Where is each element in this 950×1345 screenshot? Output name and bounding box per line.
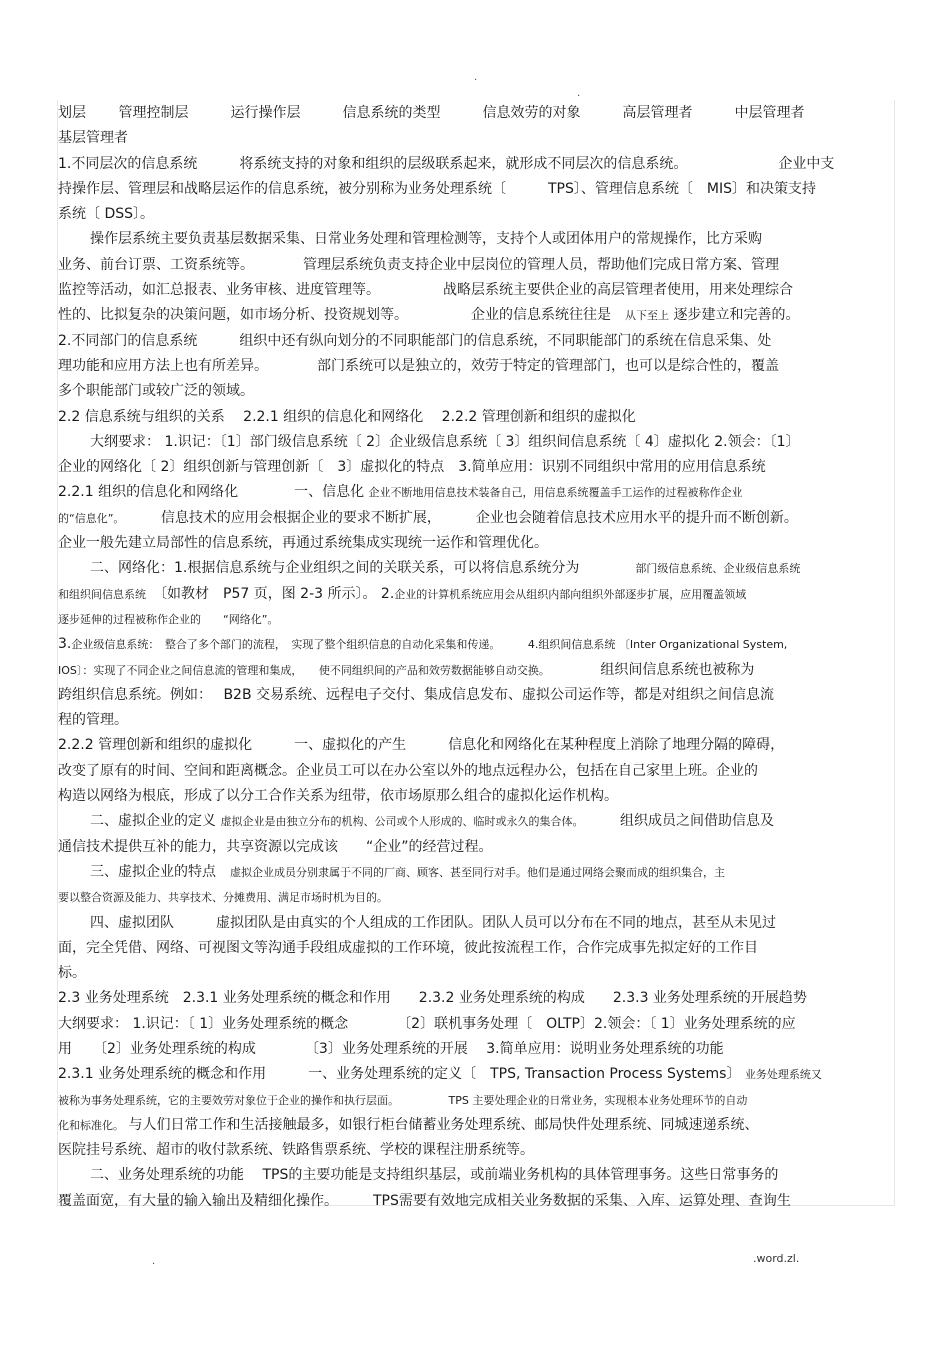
text-line <box>58 253 892 278</box>
text-segment: 二、网络化：1.根据信息系统与企业组织之间的关联关系，可以将信息系统分为 <box>90 560 636 577</box>
text-segment: 的“信息化”。 <box>58 511 119 525</box>
text-segment: 2.不同部门的信息系统 组织中还有纵向划分的不同职能部门的信息系统，不同职能部门的系统在信息采集、处 <box>58 332 772 349</box>
text-line <box>58 177 892 202</box>
text-segment: 标。 <box>58 965 86 982</box>
text-line <box>58 759 892 784</box>
text-segment: 2.2 信息系统与组织的关系 2.2.1 组织的信息化和网络化 2.2.2 管理创新和组织的虚拟化 <box>58 408 636 425</box>
text-line <box>58 683 892 708</box>
text-line <box>58 1062 892 1087</box>
text-line <box>58 101 892 126</box>
text-line <box>58 455 892 480</box>
text-segment: 医院挂号系统、超市的收付款系统、铁路售票系统、学校的课程注册系统等。 <box>58 1142 534 1159</box>
text-segment: 逐步建立和完善的。 <box>669 307 800 324</box>
text-segment: 组织间信息系统也被称为 <box>544 661 755 678</box>
text-segment: 虚拟企业成员分别隶属于不同的厂商、顾客、甚至同行对手。他们是通过网络会聚而成的组织集合，主 <box>230 865 725 879</box>
text-segment: 2.2.2 管理创新和组织的虚拟化 一、虚拟化的产生 信息化和网络化在某种程度上消除了地理分隔的障碍， <box>58 737 785 754</box>
text-segment: 多个职能部门或较广泛的领域。 <box>58 383 254 400</box>
text-line <box>58 227 892 252</box>
text-segment: 企业一般先建立局部性的信息系统，再通过系统集成实现统一运作和管理优化。 <box>58 535 548 552</box>
text-line <box>58 126 892 151</box>
text-segment: 企业不断地用信息技术装备自己，用信息系统覆盖手工运作的过程被称作企业 <box>368 486 743 500</box>
footer-dot: . <box>152 1256 156 1267</box>
text-line <box>58 607 892 632</box>
text-segment: 改变了原有的时间、空间和距离概念。企业员工可以在办公室以外的地点远程办公，包括在自己家里上班。企业的 <box>58 762 758 779</box>
text-segment: 二、业务处理系统的功能 TPS的主要功能是支持组织基层，或前端业务机构的具体管理事务。这些日常事务的 <box>90 1167 779 1184</box>
text-segment: 被称为事务处理系统，它的主要效劳对象位于企业的操作和执行层面。 TPS 主要处理企业的日常业务，实现根本业务处理环节的自动 <box>58 1093 748 1107</box>
text-line <box>58 1113 892 1138</box>
text-segment: 业务处理系统又 <box>744 1068 822 1082</box>
text-segment: 信息技术的应用会根据企业的要求不断扩展， 企业也会随着信息技术应用水平的提升而不断创新。 <box>118 509 798 526</box>
text-line <box>58 278 892 303</box>
text-segment: 持操作层、管理层和战略层运作的信息系统，被分别称为业务处理系统〔 TPS〕、管理信息系统〔 MIS〕和决策支持 <box>58 180 816 197</box>
text-line <box>58 1012 892 1037</box>
text-segment: 从下至上 <box>625 309 669 323</box>
text-line <box>58 885 892 910</box>
text-line <box>58 986 892 1011</box>
text-segment: 企业级信息系统： 整合了多个部门的流程， 实现了整个组织信息的自动化采集和传递。 4.组织间信息系统 〔Inter Organizational System, <box>71 638 788 652</box>
text-line <box>58 506 892 531</box>
text-segment: 构造以网络为根底，形成了以分工合作关系为纽带，依市场原那么组合的虚拟化运作机构。 <box>58 788 618 805</box>
text-line <box>58 911 892 936</box>
text-segment: 面，完全凭借、网络、可视图文等沟通手段组成虚拟的工作环境，彼此按流程工作，合作完成事先拟定好的工作目 <box>58 939 758 956</box>
header-dot: . <box>474 72 478 83</box>
text-segment: 监控等活动，如汇总报表、业务审核、进度管理等。 战略层系统主要供企业的高层管理者使用，用来处理综合 <box>58 282 793 299</box>
text-line <box>58 303 892 328</box>
text-line <box>58 1037 892 1062</box>
text-line <box>58 733 892 758</box>
text-line <box>58 480 892 505</box>
text-segment: 用 〔2〕业务处理系统的构成 〔3〕业务处理系统的开展 3.简单应用：说明业务处理系统的功能 <box>58 1040 724 1057</box>
text-line <box>58 152 892 177</box>
text-line <box>58 329 892 354</box>
text-line <box>58 556 892 581</box>
text-segment: 要以整合资源及能力、共享技术、分摊费用、满足市场时机为目的。 <box>58 891 388 905</box>
text-line <box>58 1138 892 1163</box>
text-segment: IOS〕：实现了不同企业之间信息流的管理和集成， 使不同组织间的产品和效劳数据能够自动交换。 <box>58 663 545 677</box>
text-segment: 基层管理者 <box>58 130 128 147</box>
text-line <box>58 1189 892 1214</box>
text-line <box>58 658 892 683</box>
text-segment: 2.3.1 业务处理系统的概念和作用 一、业务处理系统的定义〔 TPS, Transaction Process Systems〕 <box>58 1066 745 1083</box>
header-dot: . <box>577 88 581 99</box>
text-segment: 与人们日常工作和生活接触最多，如银行柜台储蓄业务处理系统、邮局快件处理系统、同城速递系统、 <box>124 1116 759 1133</box>
text-segment: 虚拟企业是由独立分布的机构、公司或个人形成的、临时或永久的集合体。 <box>220 815 578 829</box>
text-segment: 理功能和应用方法上也有所差异。 部门系统可以是独立的，效劳于特定的管理部门，也可以是综合性的，覆盖 <box>58 357 779 374</box>
text-segment: 四、虚拟团队 虚拟团队是由真实的个人组成的工作团队。团队人员可以分布在不同的地点，甚至从未见过 <box>90 914 776 931</box>
text-segment: 大纲要求： 1.识记：〔 1〕业务处理系统的概念 〔2〕联机事务处理〔 OLTP〕2.领会：〔 1〕业务处理系统的应 <box>58 1015 796 1032</box>
text-segment: 覆盖面宽，有大量的输入输出及精细化操作。 TPS需要有效地完成相关业务数据的采集、入库、运算处理、查询生 <box>58 1192 791 1209</box>
text-line <box>58 784 892 809</box>
text-line <box>58 405 892 430</box>
text-line <box>58 531 892 556</box>
text-segment: 划层 管理控制层 运行操作层 信息系统的类型 信息效劳的对象 高层管理者 中层管理者 <box>58 105 805 121</box>
text-line <box>58 202 892 227</box>
text-segment: 企业的计算机系统应用会从组织内部向组织外部逐步扩展，应用覆盖领域 <box>394 587 747 601</box>
text-line <box>58 936 892 961</box>
text-line <box>58 582 892 607</box>
text-line <box>58 961 892 986</box>
footer-watermark: .word.zl. <box>753 1252 800 1265</box>
text-line <box>58 632 892 657</box>
text-segment: 组织成员之间借助信息及 <box>577 813 774 830</box>
text-segment: 大纲要求： 1.识记：〔1〕部门级信息系统〔 2〕企业级信息系统〔 3〕组织间信息系统〔 4〕虚拟化 2.领会：〔1〕 <box>90 433 800 450</box>
text-line <box>58 708 892 733</box>
text-segment: 2.3 业务处理系统 2.3.1 业务处理系统的概念和作用 2.3.2 业务处理系统的构成 2.3.3 业务处理系统的开展趋势 <box>58 990 807 1007</box>
text-segment: 部门级信息系统、企业级信息系统 <box>635 562 801 576</box>
text-line <box>58 430 892 455</box>
text-segment: 1.不同层次的信息系统 将系统支持的对象和组织的层级联系起来，就形成不同层次的信息系统。 企业中支 <box>58 155 835 172</box>
text-segment: 程的管理。 <box>58 712 128 729</box>
text-segment: 三、虚拟企业的特点 <box>90 863 230 880</box>
text-segment: 〔如教材 P57 页，图 2-3 所示〕。 2. <box>146 585 395 602</box>
text-line <box>58 809 892 834</box>
text-line <box>58 379 892 404</box>
text-segment: 通信技术提供互补的能力，共享资源以完成该 “企业”的经营过程。 <box>58 838 493 855</box>
text-segment: 3. <box>58 636 72 653</box>
text-segment: 和组织间信息系统 <box>58 587 146 601</box>
text-segment: 逐步延伸的过程被称作企业的 “网络化”。 <box>58 612 279 626</box>
text-segment: 系统〔 DSS〕。 <box>58 206 155 223</box>
text-segment: 跨组织信息系统。例如： B2B 交易系统、远程电子交付、集成信息发布、虚拟公司运作等，都是对组织之间信息流 <box>58 686 775 703</box>
text-line <box>58 1163 892 1188</box>
text-segment: 业务、前台订票、工资系统等。 管理层系统负责支持企业中层岗位的管理人员，帮助他们完成日常方案、管理 <box>58 256 779 273</box>
text-line <box>58 354 892 379</box>
text-line <box>58 1088 892 1113</box>
text-segment: 化和标准化。 <box>58 1118 124 1132</box>
document-body <box>58 101 892 1214</box>
text-segment: 2.2.1 组织的信息化和网络化 一、信息化 <box>58 484 369 501</box>
text-segment: 操作层系统主要负责基层数据采集、日常业务处理和管理检测等，支持个人或团体用户的常规操作，比方采购 <box>90 231 762 248</box>
text-line <box>58 860 892 885</box>
text-segment: 二、虚拟企业的定义 <box>90 813 221 830</box>
text-segment: 性的、比拟复杂的决策问题，如市场分析、投资规划等。 企业的信息系统往往是 <box>58 307 625 324</box>
text-line <box>58 835 892 860</box>
text-segment: 企业的网络化〔 2〕组织创新与管理创新〔 3〕虚拟化的特点 3.简单应用：识别不同组织中常用的应用信息系统 <box>58 459 766 476</box>
